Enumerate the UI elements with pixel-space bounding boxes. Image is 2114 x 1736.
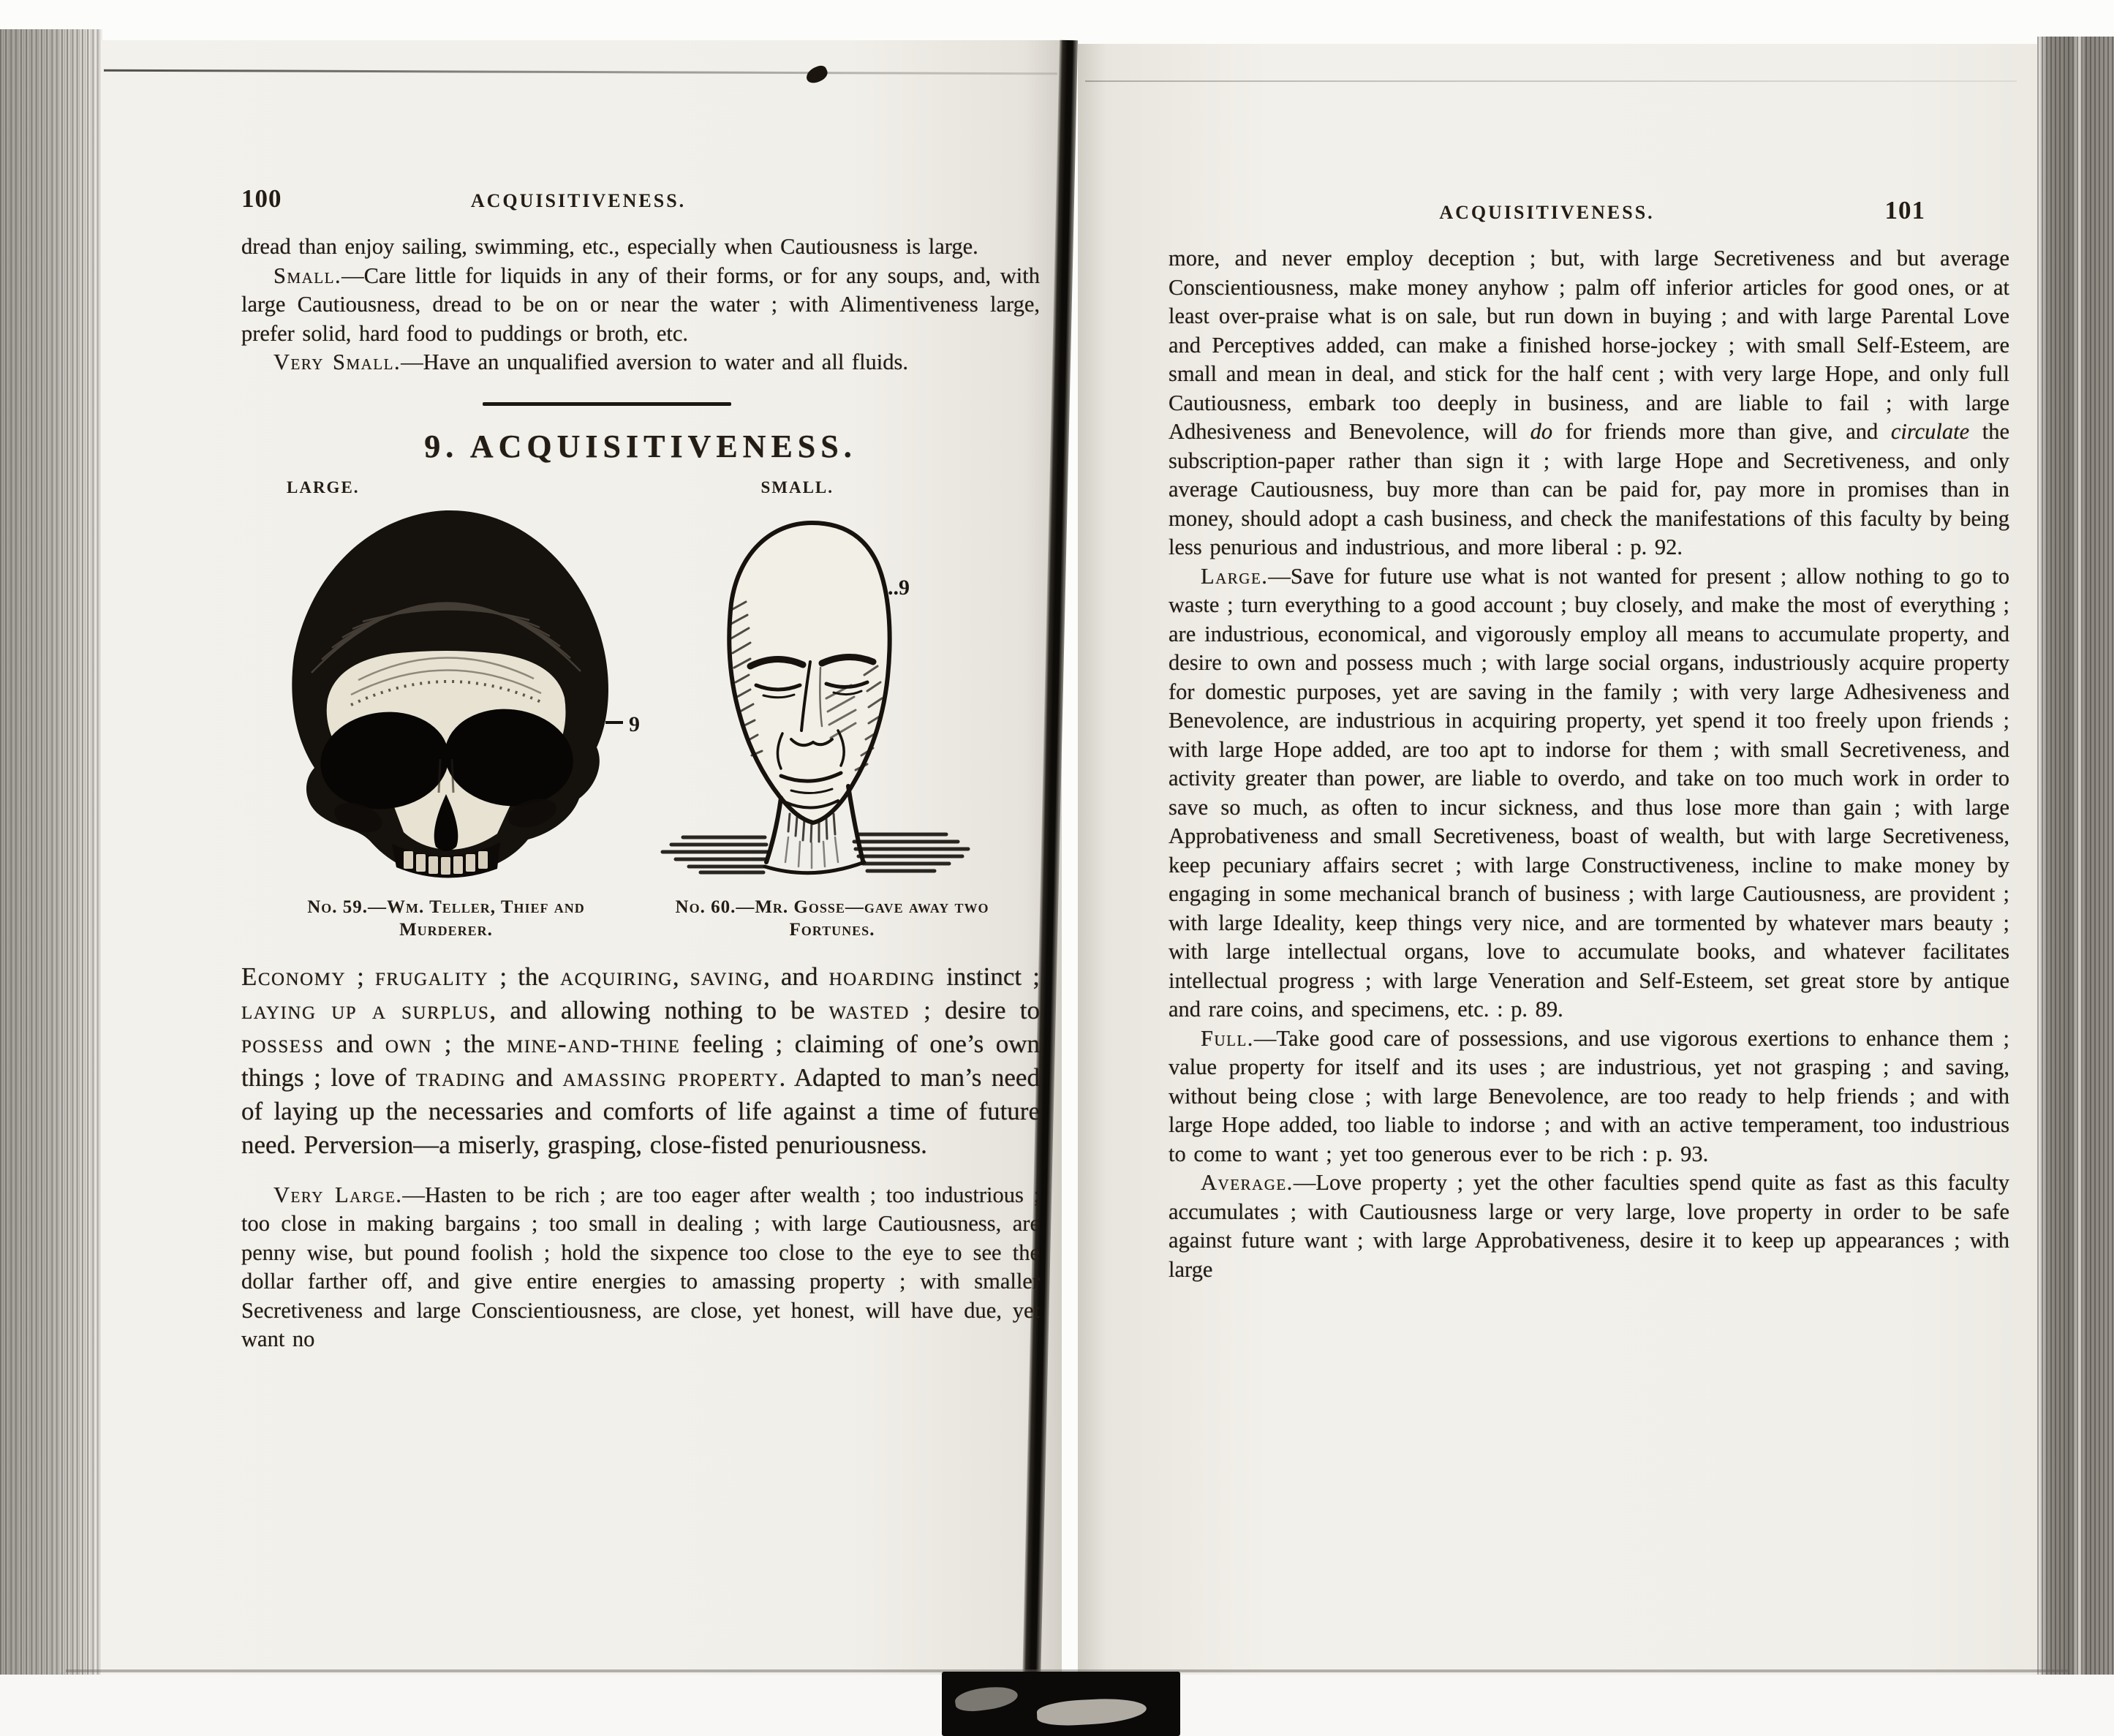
right-page-content — [1169, 196, 2009, 1284]
paragraph: Average.—Love property ; yet the other faculties spend quite as fast as this faculty accumulates ; with Cautiousness large or very large, love property in order to be safe against future want ; with large Approbativeness, desire it to keep up appearances ; with large — [1169, 1170, 2009, 1282]
running-head: ACQUISITIVENESS. — [470, 190, 687, 211]
page-number: 100 — [241, 184, 282, 213]
definition-paragraph: Economy ; frugality ; the acquiring, saving, and hoarding instinct ; laying up a surplus, and allowing nothing to be wasted ; desire to possess and own ; the mine-and-thine feeling ; claiming of one’s own things ; love of trading and amassing property. Adapted to man’s need of laying up the necessaries and comforts of life against a time of future need. Perversion—a miserly, grasping, close-fisted penuriousness. — [241, 962, 1041, 1159]
skull-engraving-icon — [241, 503, 651, 887]
figure-captions — [241, 896, 1040, 941]
figure-caption: No. 60.—Mr. Gosse—gave away two Fortunes. — [675, 897, 989, 940]
left-page-content — [241, 184, 1040, 1354]
paragraph: Full.—Take good care of possessions, and use vigorous exertions to enhance them ; value property for itself and its uses ; are industrious, yet not grasping ; and saving, without being close ; with large Benevolence, are too ready to help friends ; and with large Hope added, too liable to indorse ; and with an active temperament, too industrious to come to want ; yet too generous ever to be rich : p. 93. — [1169, 1025, 2009, 1166]
bookmark-ribbon — [942, 1672, 1180, 1736]
bookmark-highlight — [1036, 1697, 1147, 1727]
paragraph: more, and never employ deception ; but, with large Secretiveness and but average Conscientiousness, make money anyhow ; palm off inferior articles for good ones, or at least over-praise what is on sale, but run down in buying ; and with large Parental Love and Perceptives added, can make a finished horse-jockey ; with small Self-Esteem, are small and mean in deal, and stick for the half cent ; with very large Hope, and only full Cautiousness, embark too deeply in business, and are liable to fail ; with large Adhesiveness and Benevolence, will do for friends more than give, and circulate the subscription-paper rather than sign it ; with large Hope and Secretiveness, and only average Cautiousness, buy more than can be paid for, pay more in promises than in money, should adopt a cash business, and check the manifestations of this faculty by being less penurious and industrious, and more liberal : p. 92. — [1169, 246, 2009, 559]
bust-head-engraving-icon — [657, 507, 975, 887]
section-heading: 9. ACQUISITIVENESS. — [424, 428, 857, 464]
paragraph: Very Large.—Hasten to be rich ; are too eager after wealth ; too industrious ; too close in making bargains ; too small in dealing ; with large Cautiousness, are penny wise, but pound foolish ; hold the sixpence too close to the eye to see the dollar farther off, and give entire energies to amassing property ; with smaller Secretiveness and large Conscientiousness, are close, yet honest, will have due, yet want no — [241, 1182, 1040, 1351]
figure-marker: ..9 — [888, 575, 910, 600]
figure-label-large: LARGE. — [287, 478, 360, 497]
right-page-header — [1169, 196, 2009, 225]
figure-labels — [241, 478, 1040, 497]
page-edge-right — [2037, 37, 2114, 1682]
section-rule — [483, 402, 731, 406]
bookmark-highlight — [954, 1683, 1019, 1714]
figures-row — [241, 503, 1040, 887]
paragraph: Small.—Care little for liquids in any of their forms, or for any soups, and, with large Cautiousness, dread to be on or near the water ; with Alimentiveness large, prefer solid, hard food to puddings or broth, etc. — [241, 263, 1040, 346]
paragraph: Large.—Save for future use what is not wanted for present ; allow nothing to go to waste ; turn everything to a good account ; buy closely, and make the most of everything ; are industrious, economical, and vigorously employ all means to accumulate property, and desire to own and possess much ; with large social organs, industriously acquire property for domestic purposes, yet are saving in the family ; with very large Adhesiveness and Benevolence, are industrious in acquiring property, yet spend it too freely upon friends ; with large Hope added, are too apt to indorse for them ; with small Secretiveness, and activity greater than power, are liable to overdo, and take on too much work in order to save so much, as often to incur sickness, and thus lose more than gain ; with large Approbativeness and small Secretiveness, boast of wealth, but with large Secretiveness, keep pecuniary affairs secret ; with large Constructiveness, incline to make money by engaging in some mechanical branch of business ; with large Cautiousness, are provident ; with large Ideality, keep things very nice, and are tormented by whatever mars beauty ; with large intellectual organs, love to accumulate books, and whatever facilitates intellectual progress ; with large Veneration and Self-Esteem, set great store by antique and rare coins, and specimens, etc. : p. 89. — [1169, 563, 2009, 1022]
running-head: ACQUISITIVENESS. — [1439, 202, 1655, 223]
figure-caption: No. 59.—Wm. Teller, Thief and Murderer. — [307, 897, 585, 940]
page-number: 101 — [1884, 196, 1925, 224]
left-page-header — [241, 184, 1040, 214]
figure-marker: 9 — [629, 712, 640, 736]
figure-label-small: SMALL. — [760, 478, 834, 497]
paragraph: dread than enjoy sailing, swimming, etc., especially when Cautiousness is large. — [241, 234, 978, 259]
paragraph: Very Small.—Have an unqualified aversion to water and all fluids. — [273, 350, 909, 374]
page-edge-left — [0, 29, 102, 1689]
